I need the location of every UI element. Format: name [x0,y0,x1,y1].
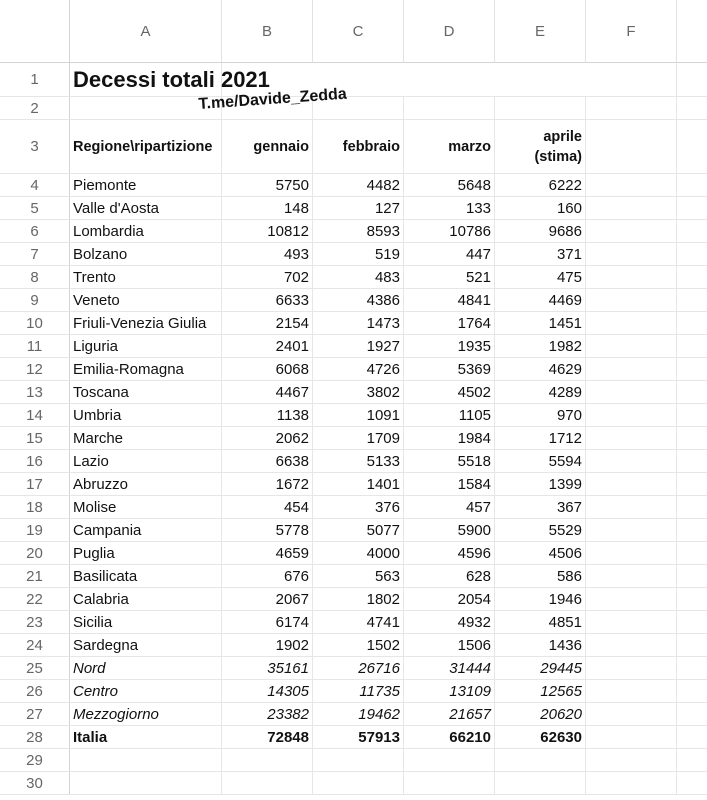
column-header-a[interactable]: A [70,0,222,63]
empty-cell[interactable] [677,197,707,219]
empty-cell[interactable] [404,749,495,771]
death-count[interactable]: 676 [222,565,313,587]
sheet-row [0,404,707,427]
death-count[interactable]: 5778 [222,519,313,541]
death-count[interactable]: 1451 [495,312,586,334]
sheet-row [0,197,707,220]
empty-cell[interactable] [677,266,707,288]
death-count[interactable]: 21657 [404,703,495,725]
empty-cell[interactable] [586,496,677,518]
row-number[interactable]: 8 [0,266,70,288]
header-marzo[interactable]: marzo [404,120,495,173]
death-count[interactable]: 13109 [404,680,495,702]
row-number[interactable]: 18 [0,496,70,518]
death-count[interactable]: 5750 [222,174,313,196]
header-febbraio[interactable]: febbraio [313,120,404,173]
sheet-row [0,519,707,542]
death-count[interactable]: 376 [313,496,404,518]
empty-cell[interactable] [586,450,677,472]
sheet-title[interactable]: Decessi totali 2021 [70,63,222,96]
empty-cell[interactable] [677,519,707,541]
death-count[interactable]: 1935 [404,335,495,357]
empty-cell[interactable] [586,726,677,748]
death-count[interactable]: 1982 [495,335,586,357]
empty-cell[interactable] [677,220,707,242]
header-aprile[interactable] [495,120,586,173]
region-name[interactable]: Puglia [70,542,222,564]
empty-cell[interactable] [586,63,677,96]
empty-cell[interactable] [677,634,707,656]
empty-cell[interactable] [313,772,404,794]
sheet-row [0,565,707,588]
death-count[interactable]: 1802 [313,588,404,610]
sheet-row [0,335,707,358]
death-count[interactable]: 519 [313,243,404,265]
death-count[interactable]: 1105 [404,404,495,426]
row-number[interactable]: 20 [0,542,70,564]
sheet-row [0,703,707,726]
death-count[interactable]: 493 [222,243,313,265]
total-label[interactable]: Italia [70,726,222,748]
death-count[interactable]: 4596 [404,542,495,564]
death-count[interactable]: 11735 [313,680,404,702]
empty-cell[interactable] [495,749,586,771]
header-region[interactable]: Regione\ripartizione [70,120,222,173]
death-count[interactable]: 26716 [313,657,404,679]
region-name[interactable]: Campania [70,519,222,541]
death-count[interactable]: 447 [404,243,495,265]
death-count[interactable]: 9686 [495,220,586,242]
sheet-row [0,120,707,174]
region-name[interactable]: Calabria [70,588,222,610]
sheet-row [0,450,707,473]
region-name[interactable]: Marche [70,427,222,449]
region-name[interactable]: Valle d'Aosta [70,197,222,219]
death-count[interactable]: 457 [404,496,495,518]
empty-cell[interactable] [586,381,677,403]
death-count[interactable]: 475 [495,266,586,288]
death-count[interactable]: 2067 [222,588,313,610]
death-count[interactable]: 5077 [313,519,404,541]
death-count[interactable]: 454 [222,496,313,518]
sheet-row [0,266,707,289]
row-number[interactable]: 11 [0,335,70,357]
empty-cell[interactable] [677,772,707,794]
region-name[interactable]: Liguria [70,335,222,357]
death-count[interactable]: 1672 [222,473,313,495]
death-count[interactable]: 4851 [495,611,586,633]
death-count[interactable]: 35161 [222,657,313,679]
death-count[interactable]: 29445 [495,657,586,679]
empty-cell[interactable] [677,381,707,403]
death-count[interactable]: 20620 [495,703,586,725]
region-name[interactable]: Sicilia [70,611,222,633]
row-number[interactable]: 7 [0,243,70,265]
row-number[interactable]: 30 [0,772,70,794]
area-name[interactable]: Centro [70,680,222,702]
empty-cell[interactable] [586,243,677,265]
empty-cell[interactable] [677,289,707,311]
empty-cell[interactable] [677,473,707,495]
row-number[interactable]: 14 [0,404,70,426]
death-count[interactable]: 1584 [404,473,495,495]
empty-cell[interactable] [677,703,707,725]
empty-cell[interactable] [586,565,677,587]
region-name[interactable]: Umbria [70,404,222,426]
death-count[interactable]: 127 [313,197,404,219]
empty-cell[interactable] [677,97,707,119]
empty-cell[interactable] [677,243,707,265]
empty-cell[interactable] [586,289,677,311]
row-number[interactable]: 5 [0,197,70,219]
sheet-row [0,542,707,565]
sheet-row [0,473,707,496]
sheet-row [0,657,707,680]
region-name[interactable]: Friuli-Venezia Giulia [70,312,222,334]
row-number[interactable]: 25 [0,657,70,679]
death-count[interactable]: 1506 [404,634,495,656]
area-name[interactable]: Mezzogiorno [70,703,222,725]
empty-cell[interactable] [404,97,495,119]
empty-cell[interactable] [313,749,404,771]
death-count[interactable]: 5133 [313,450,404,472]
death-count[interactable]: 4000 [313,542,404,564]
death-count[interactable]: 371 [495,243,586,265]
death-count[interactable]: 1401 [313,473,404,495]
empty-cell[interactable] [70,749,222,771]
death-count[interactable]: 10812 [222,220,313,242]
column-header-b[interactable]: B [222,0,313,63]
death-count[interactable]: 4467 [222,381,313,403]
death-count[interactable]: 6222 [495,174,586,196]
death-count[interactable]: 4726 [313,358,404,380]
empty-cell[interactable] [677,63,707,96]
region-name[interactable]: Sardegna [70,634,222,656]
death-count[interactable]: 2154 [222,312,313,334]
death-count[interactable]: 4659 [222,542,313,564]
header-aprile-line1: aprile [543,128,582,145]
death-count[interactable]: 5900 [404,519,495,541]
empty-cell[interactable] [222,749,313,771]
sheet-row [0,634,707,657]
column-header-e[interactable]: E [495,0,586,63]
column-header-f[interactable]: F [586,0,677,63]
total-count[interactable]: 57913 [313,726,404,748]
empty-cell[interactable] [677,358,707,380]
row-number[interactable]: 13 [0,381,70,403]
empty-cell[interactable] [495,772,586,794]
empty-cell[interactable] [586,197,677,219]
death-count[interactable]: 1927 [313,335,404,357]
death-count[interactable]: 586 [495,565,586,587]
region-name[interactable]: Molise [70,496,222,518]
empty-cell[interactable] [677,450,707,472]
empty-cell[interactable] [586,427,677,449]
sheet-row [0,289,707,312]
empty-cell[interactable] [677,174,707,196]
death-count[interactable]: 1764 [404,312,495,334]
empty-cell[interactable] [586,588,677,610]
sheet-row [0,680,707,703]
empty-cell[interactable] [586,749,677,771]
empty-cell[interactable] [586,312,677,334]
sheet-row [0,381,707,404]
empty-cell[interactable] [586,703,677,725]
sheet-row [0,358,707,381]
empty-cell[interactable] [677,542,707,564]
row-number[interactable]: 23 [0,611,70,633]
empty-cell[interactable] [404,63,495,96]
death-count[interactable]: 4841 [404,289,495,311]
death-count[interactable]: 23382 [222,703,313,725]
death-count[interactable]: 1712 [495,427,586,449]
death-count[interactable]: 970 [495,404,586,426]
death-count[interactable]: 133 [404,197,495,219]
row-number[interactable]: 12 [0,358,70,380]
column-header-d[interactable]: D [404,0,495,63]
death-count[interactable]: 3802 [313,381,404,403]
sheet-row [0,772,707,795]
sheet-row [0,726,707,749]
region-name[interactable]: Toscana [70,381,222,403]
header-aprile-line2: (stima) [534,148,582,165]
total-count[interactable]: 72848 [222,726,313,748]
death-count[interactable]: 1436 [495,634,586,656]
death-count[interactable]: 4469 [495,289,586,311]
region-name[interactable]: Piemonte [70,174,222,196]
row-number[interactable]: 21 [0,565,70,587]
column-header-c[interactable]: C [313,0,404,63]
death-count[interactable]: 483 [313,266,404,288]
header-gennaio[interactable]: gennaio [222,120,313,173]
death-count[interactable]: 1984 [404,427,495,449]
death-count[interactable]: 6638 [222,450,313,472]
death-count[interactable]: 628 [404,565,495,587]
death-count[interactable]: 4482 [313,174,404,196]
death-count[interactable]: 4502 [404,381,495,403]
death-count[interactable]: 12565 [495,680,586,702]
sheet-row [0,220,707,243]
death-count[interactable]: 19462 [313,703,404,725]
row-number[interactable]: 10 [0,312,70,334]
death-count[interactable]: 702 [222,266,313,288]
death-count[interactable]: 1709 [313,427,404,449]
row-number[interactable]: 1 [0,63,70,96]
row-number[interactable]: 16 [0,450,70,472]
death-count[interactable]: 5594 [495,450,586,472]
sheet-row [0,588,707,611]
column-header-g[interactable] [677,0,707,63]
sheet-row [0,427,707,450]
region-name[interactable]: Lombardia [70,220,222,242]
row-number[interactable]: 2 [0,97,70,119]
empty-cell[interactable] [677,404,707,426]
empty-cell[interactable] [677,611,707,633]
empty-cell[interactable] [677,680,707,702]
empty-cell[interactable] [586,335,677,357]
death-count[interactable]: 521 [404,266,495,288]
select-all-corner[interactable] [0,0,70,63]
empty-cell[interactable] [222,772,313,794]
empty-cell[interactable] [586,772,677,794]
empty-cell[interactable] [404,772,495,794]
death-count[interactable]: 2054 [404,588,495,610]
empty-cell[interactable] [677,657,707,679]
area-name[interactable]: Nord [70,657,222,679]
sheet-row [0,243,707,266]
empty-cell[interactable] [677,312,707,334]
empty-cell[interactable] [586,174,677,196]
region-name[interactable]: Abruzzo [70,473,222,495]
total-count[interactable]: 66210 [404,726,495,748]
sheet-row [0,749,707,772]
row-number[interactable]: 27 [0,703,70,725]
empty-cell[interactable] [586,220,677,242]
death-count[interactable]: 6068 [222,358,313,380]
empty-cell[interactable] [586,657,677,679]
empty-cell[interactable] [586,542,677,564]
death-count[interactable]: 4386 [313,289,404,311]
death-count[interactable]: 367 [495,496,586,518]
empty-cell[interactable] [586,519,677,541]
region-name[interactable]: Emilia-Romagna [70,358,222,380]
empty-cell[interactable] [677,496,707,518]
death-count[interactable]: 8593 [313,220,404,242]
row-number[interactable]: 17 [0,473,70,495]
empty-cell[interactable] [586,680,677,702]
death-count[interactable]: 1138 [222,404,313,426]
total-count[interactable]: 62630 [495,726,586,748]
row-number[interactable]: 9 [0,289,70,311]
death-count[interactable]: 160 [495,197,586,219]
death-count[interactable]: 563 [313,565,404,587]
empty-cell[interactable] [495,97,586,119]
death-count[interactable]: 4506 [495,542,586,564]
region-name[interactable]: Lazio [70,450,222,472]
death-count[interactable]: 1091 [313,404,404,426]
death-count[interactable]: 1502 [313,634,404,656]
empty-cell[interactable] [495,63,586,96]
death-count[interactable]: 1902 [222,634,313,656]
empty-cell[interactable] [677,565,707,587]
empty-cell[interactable] [677,726,707,748]
row-number[interactable]: 26 [0,680,70,702]
death-count[interactable]: 5529 [495,519,586,541]
region-name[interactable]: Basilicata [70,565,222,587]
empty-cell[interactable] [586,97,677,119]
region-name[interactable]: Bolzano [70,243,222,265]
empty-cell[interactable] [586,611,677,633]
death-count[interactable]: 4932 [404,611,495,633]
watermark-text: T.me/Davide_Zedda [198,85,348,113]
empty-cell[interactable] [586,634,677,656]
sheet-row [0,312,707,335]
death-count[interactable]: 5518 [404,450,495,472]
empty-cell[interactable] [677,749,707,771]
empty-cell[interactable] [586,120,677,173]
empty-cell[interactable] [70,772,222,794]
death-count[interactable]: 4741 [313,611,404,633]
empty-cell[interactable] [586,473,677,495]
empty-cell[interactable] [586,266,677,288]
row-number[interactable]: 28 [0,726,70,748]
sheet-row [0,97,707,120]
region-name[interactable]: Trento [70,266,222,288]
sheet-row [0,496,707,519]
death-count[interactable]: 4289 [495,381,586,403]
death-count[interactable]: 10786 [404,220,495,242]
death-count[interactable]: 2401 [222,335,313,357]
row-number[interactable]: 19 [0,519,70,541]
death-count[interactable]: 5648 [404,174,495,196]
sheet-row [0,174,707,197]
empty-cell[interactable] [677,335,707,357]
row-number[interactable]: 4 [0,174,70,196]
death-count[interactable]: 6174 [222,611,313,633]
row-number[interactable]: 6 [0,220,70,242]
sheet-row [0,611,707,634]
row-number[interactable]: 22 [0,588,70,610]
row-number[interactable]: 24 [0,634,70,656]
death-count[interactable]: 148 [222,197,313,219]
death-count[interactable]: 1399 [495,473,586,495]
sheet-row [0,63,707,97]
row-number[interactable]: 3 [0,120,70,173]
death-count[interactable]: 1473 [313,312,404,334]
death-count[interactable]: 6633 [222,289,313,311]
empty-cell[interactable] [586,358,677,380]
empty-cell[interactable] [677,427,707,449]
death-count[interactable]: 2062 [222,427,313,449]
death-count[interactable]: 5369 [404,358,495,380]
death-count[interactable]: 1946 [495,588,586,610]
death-count[interactable]: 4629 [495,358,586,380]
empty-cell[interactable] [677,120,707,173]
row-number[interactable]: 15 [0,427,70,449]
row-number[interactable]: 29 [0,749,70,771]
death-count[interactable]: 31444 [404,657,495,679]
empty-cell[interactable] [586,404,677,426]
empty-cell[interactable] [677,588,707,610]
death-count[interactable]: 14305 [222,680,313,702]
region-name[interactable]: Veneto [70,289,222,311]
